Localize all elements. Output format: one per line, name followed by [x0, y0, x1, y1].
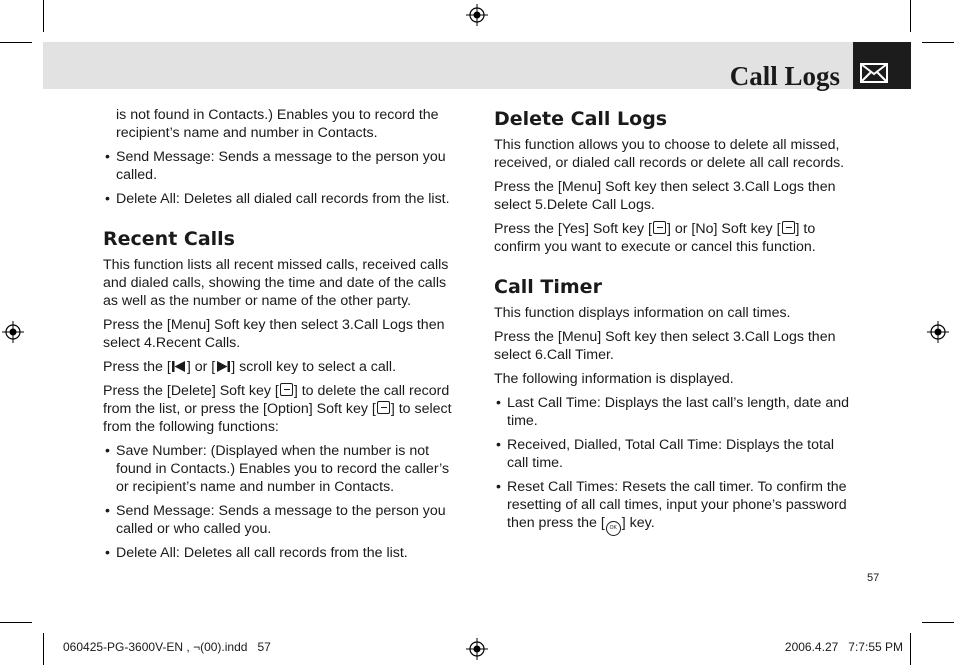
paragraph: This function displays information on call times. — [494, 305, 791, 321]
page-number: 57 — [867, 572, 880, 584]
paragraph — [103, 382, 459, 436]
crop-mark — [43, 0, 44, 32]
intro-continuation: is not found in Contacts.) Enables you to record the recipient’s name and number in Contacts. — [116, 107, 439, 141]
text-run: ] to delete the call record from the list, or press the [Option] Soft key [ — [103, 383, 450, 417]
right-soft-key-icon — [653, 221, 666, 234]
footer-filename: 060425-PG-3600V-EN , ¬(00).indd — [63, 640, 248, 654]
right-column — [494, 106, 850, 542]
left-soft-key-icon — [782, 221, 795, 234]
text-run: ] to select from the following functions: — [103, 401, 452, 435]
footer-time: 7:7:55 PM — [848, 640, 903, 654]
footer-file-info — [63, 640, 271, 654]
list-item: • Delete All: Deletes all call records from the list. — [103, 544, 459, 562]
left-column — [103, 106, 459, 568]
registration-mark-icon — [466, 638, 488, 660]
paragraph: Press the [Menu] Soft key then select 3.Call Logs then select 5.Delete Call Logs. — [494, 179, 836, 213]
list-item: • Last Call Time: Displays the last call’s length, date and time. — [494, 394, 850, 430]
footer-timestamp — [785, 640, 903, 654]
text-run: Reset Call Times: Resets the call timer. To confirm the resetting of all call times, input your phone’s password then press the [ — [507, 479, 847, 531]
registration-mark-icon — [927, 321, 949, 343]
text-run: ] scroll key to select a call. — [231, 359, 397, 375]
text-run: Press the [Yes] Soft key [ — [494, 221, 652, 237]
left-soft-key-icon — [280, 383, 293, 396]
page-title: Call Logs — [729, 61, 840, 91]
registration-mark-icon — [466, 4, 488, 26]
envelope-icon — [860, 63, 888, 83]
crop-mark — [922, 622, 954, 623]
list-item — [494, 478, 850, 536]
text-run: ] or [No] Soft key [ — [666, 221, 781, 237]
text-run: Press the [ — [103, 359, 171, 375]
crop-mark — [910, 0, 911, 32]
text-run: ] to confirm you want to execute or cancel this function. — [494, 221, 816, 255]
scroll-right-key-icon — [216, 361, 230, 372]
ok-key-icon: OK — [606, 521, 621, 536]
list-item: • Delete All: Deletes all dialed call records from the list. — [103, 190, 459, 208]
paragraph: Press the [Menu] Soft key then select 3.Call Logs then select 4.Recent Calls. — [103, 317, 445, 351]
text-run: Press the [Delete] Soft key [ — [103, 383, 279, 399]
paragraph: This function allows you to choose to delete all missed, received, or dialed call records or delete all call records. — [494, 137, 845, 171]
section-heading-call-timer: Call Timer — [494, 276, 602, 298]
list-item: • Received, Dialled, Total Call Time: Displays the total call time. — [494, 436, 850, 472]
right-soft-key-icon — [377, 401, 390, 414]
list-item: • Send Message: Sends a message to the person you called or who called you. — [103, 502, 459, 538]
paragraph — [103, 358, 459, 376]
crop-mark — [0, 42, 32, 43]
header-icon-box — [853, 42, 911, 89]
text-run: ] or [ — [186, 359, 216, 375]
crop-mark — [43, 633, 44, 665]
registration-mark-icon — [2, 321, 24, 343]
paragraph: This function lists all recent missed calls, received calls and dialed calls, showing the time and date of the calls as well as the number or name of the other party. — [103, 257, 449, 309]
list-item: • Save Number: (Displayed when the number is not found in Contacts.) Enables you to record the caller’s or recipient’s name and number in Contacts. — [103, 442, 459, 496]
paragraph — [494, 220, 850, 256]
section-heading-delete-call-logs: Delete Call Logs — [494, 108, 668, 130]
crop-mark — [910, 633, 911, 665]
paragraph: Press the [Menu] Soft key then select 3.Call Logs then select 6.Call Timer. — [494, 329, 836, 363]
section-heading-recent-calls: Recent Calls — [103, 228, 235, 250]
footer-file-page: 57 — [257, 640, 271, 654]
footer-date: 2006.4.27 — [784, 640, 839, 654]
list-item: • Send Message: Sends a message to the person you called. — [103, 148, 459, 184]
crop-mark — [922, 42, 954, 43]
text-run: ] key. — [621, 515, 655, 531]
scroll-left-key-icon — [172, 361, 186, 372]
crop-mark — [0, 622, 32, 623]
paragraph: The following information is displayed. — [494, 371, 734, 387]
